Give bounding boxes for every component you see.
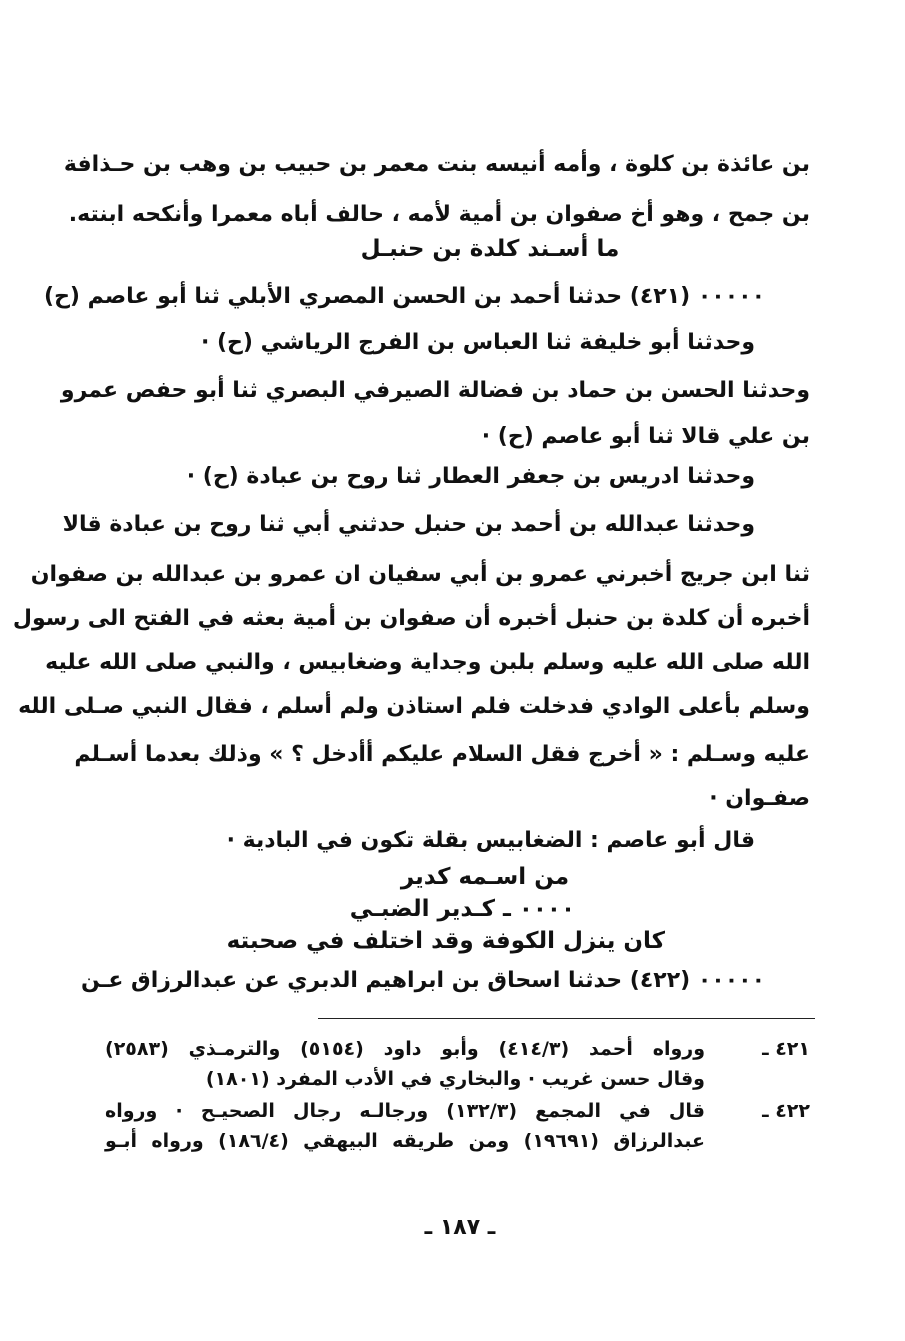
body-line-13: عليه وسـلم : « أخرج فقل السلام عليكم أأدخل ؟ » وذلك بعدما أسـلم bbox=[74, 742, 810, 767]
section-heading-musnad-kalada: ما أسـند كلدة بن حنبـل bbox=[360, 236, 620, 262]
body-line-12: وسلم بأعلى الوادي فدخلت فلم استاذن ولم أسلم ، فقال النبي صـلى الله bbox=[18, 694, 810, 719]
section-heading-man-ismuhu: من اسـمه كدير bbox=[400, 864, 570, 890]
body-line-10: أخبره أن كلدة بن حنبل أخبره أن صفوان بن أمية بعثه في الفتح الى رسول bbox=[12, 606, 810, 631]
hadith-421-isnad: ٠٠٠٠٠ (٤٢١) حدثنا أحمد بن الحسن المصري الأبلي ثنا أبو عاصم (ح) bbox=[44, 284, 765, 309]
page-number: ـ ١٨٧ ـ bbox=[424, 1215, 496, 1240]
footnote-421-number: ٤٢١ ـ bbox=[762, 1038, 810, 1060]
footnote-421-line-2: وقال حسن غريب · والبخاري في الأدب المفرد (١٨٠١) bbox=[205, 1068, 705, 1090]
entry-heading-kudayr: ٠٠٠٠ ـ كـدير الضبـي bbox=[349, 896, 575, 922]
hadith-422-isnad: ٠٠٠٠٠ (٤٢٢) حدثنا اسحاق بن ابراهيم الدبري عن عبدالرزاق عـن bbox=[81, 968, 765, 993]
body-line-9: ثنا ابن جريج أخبرني عمرو بن أبي سفيان ان عمرو بن عبدالله بن صفوان bbox=[30, 562, 810, 587]
body-line-6: بن علي قالا ثنا أبو عاصم (ح) · bbox=[481, 424, 810, 449]
body-line-1: بن عائذة بن كلوة ، وأمه أنيسه بنت معمر بن حبيب بن وهب بن حـذافة bbox=[63, 152, 810, 177]
body-line-7: وحدثنا ادريس بن جعفر العطار ثنا روح بن عبادة (ح) · bbox=[186, 464, 755, 489]
footnote-separator bbox=[318, 1018, 815, 1019]
footnote-422-number: ٤٢٢ ـ bbox=[762, 1100, 810, 1122]
footnote-422-line-1: قال في المجمع (١٣٢/٣) ورجالـه رجال الصحيـح · ورواه bbox=[105, 1100, 705, 1122]
body-line-4: وحدثنا أبو خليفة ثنا العباس بن الفرج الرياشي (ح) · bbox=[200, 330, 755, 355]
body-line-14: صفـوان · bbox=[709, 786, 810, 811]
body-line-11: الله صلى الله عليه وسلم بلبن وجداية وضغابيس ، والنبي صلى الله عليه bbox=[45, 650, 810, 675]
body-line-5: وحدثنا الحسن بن حماد بن فضالة الصيرفي البصري ثنا أبو حفص عمرو bbox=[60, 378, 810, 403]
footnote-421-line-1: ورواه أحمد (٤١٤/٣) وأبو داود (٥١٥٤) والترمـذي (٢٥٨٣) bbox=[105, 1038, 706, 1060]
body-line-2: بن جمح ، وهو أخ صفوان بن أمية لأمه ، حالف أباه معمرا وأنكحه ابنته. bbox=[68, 202, 810, 227]
entry-subheading-kudayr: كان ينزل الكوفة وقد اختلف في صحبته bbox=[226, 928, 665, 954]
footnote-422-line-2: عبدالرزاق (١٩٦٩١) ومن طريقه البيهقي (١٨٦/٤) ورواه أبـو bbox=[105, 1130, 705, 1152]
body-line-8: وحدثنا عبدالله بن أحمد بن حنبل حدثني أبي ثنا روح بن عبادة قالا bbox=[62, 512, 755, 537]
body-line-15: قال أبو عاصم : الضغابيس بقلة تكون في البادية · bbox=[226, 828, 755, 853]
